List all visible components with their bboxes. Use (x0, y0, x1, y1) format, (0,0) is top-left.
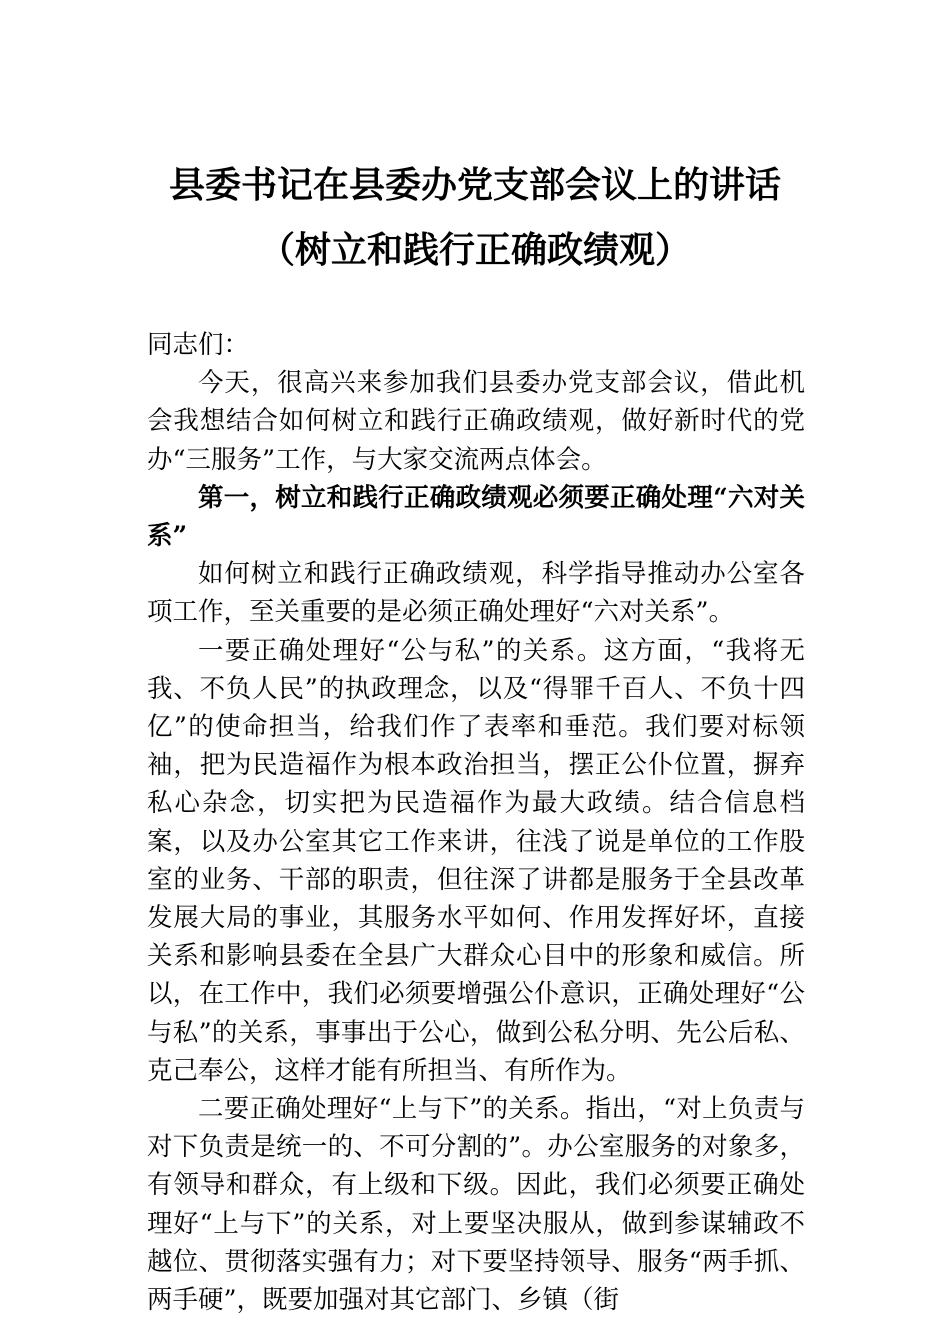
paragraph-section-1-intro: 如何树立和践行正确政绩观，科学指导推动办公室各项工作，至关重要的是必须正确处理好“六对关系”。 (147, 559, 805, 628)
paragraph-upper-lower: 二要正确处理好“上与下”的关系。指出，“对上负责与对下负责是统一的、不可分割的”。办公室服务的对象多，有领导和群众，有上级和下级。因此，我们必须要正确处理好“上与下”的关系，对上要坚决服从，做到参谋辅政不越位、贯彻落实强有力；对下要坚持领导、服务“两手抓、两手硬”，既要加强对其它部门、乡镇（街 (147, 1094, 805, 1316)
salutation: 同志们： (147, 330, 250, 360)
paragraph-intro: 今天，很高兴来参加我们县委办党支部会议，借此机会我想结合如何树立和践行正确政绩观，做好新时代的党办“三服务”工作，与大家交流两点体会。 (147, 368, 805, 475)
document-body (147, 326, 805, 1319)
section-heading-1: 第一，树立和践行正确政绩观必须要正确处理“六对关系” (147, 482, 805, 552)
document-title: 县委书记在县委办党支部会议上的讲话 (168, 164, 781, 206)
paragraph-public-private: 一要正确处理好“公与私”的关系。这方面，“我将无我、不负人民”的执政理念，以及“得罪千百人、不负十四亿”的使命担当，给我们作了表率和垂范。我们要对标领袖，把为民造福作为根本政治担当，摆正公仆位置，摒弃私心杂念，切实把为民造福作为最大政绩。结合信息档案，以及办公室其它工作来讲，往浅了说是单位的工作股室的业务、干部的职责，但往深了讲都是服务于全县改革发展大局的事业，其服务水平如何、作用发挥好坏，直接关系和影响县委在全县广大群众心目中的形象和威信。所以，在工作中，我们必须要增强公仆意识，正确处理好“公与私”的关系，事事出于公心，做到公私分明、先公后私、克己奉公，这样才能有所担当、有所作为。 (147, 635, 805, 1086)
document-subtitle: （树立和践行正确政绩观） (258, 229, 691, 271)
